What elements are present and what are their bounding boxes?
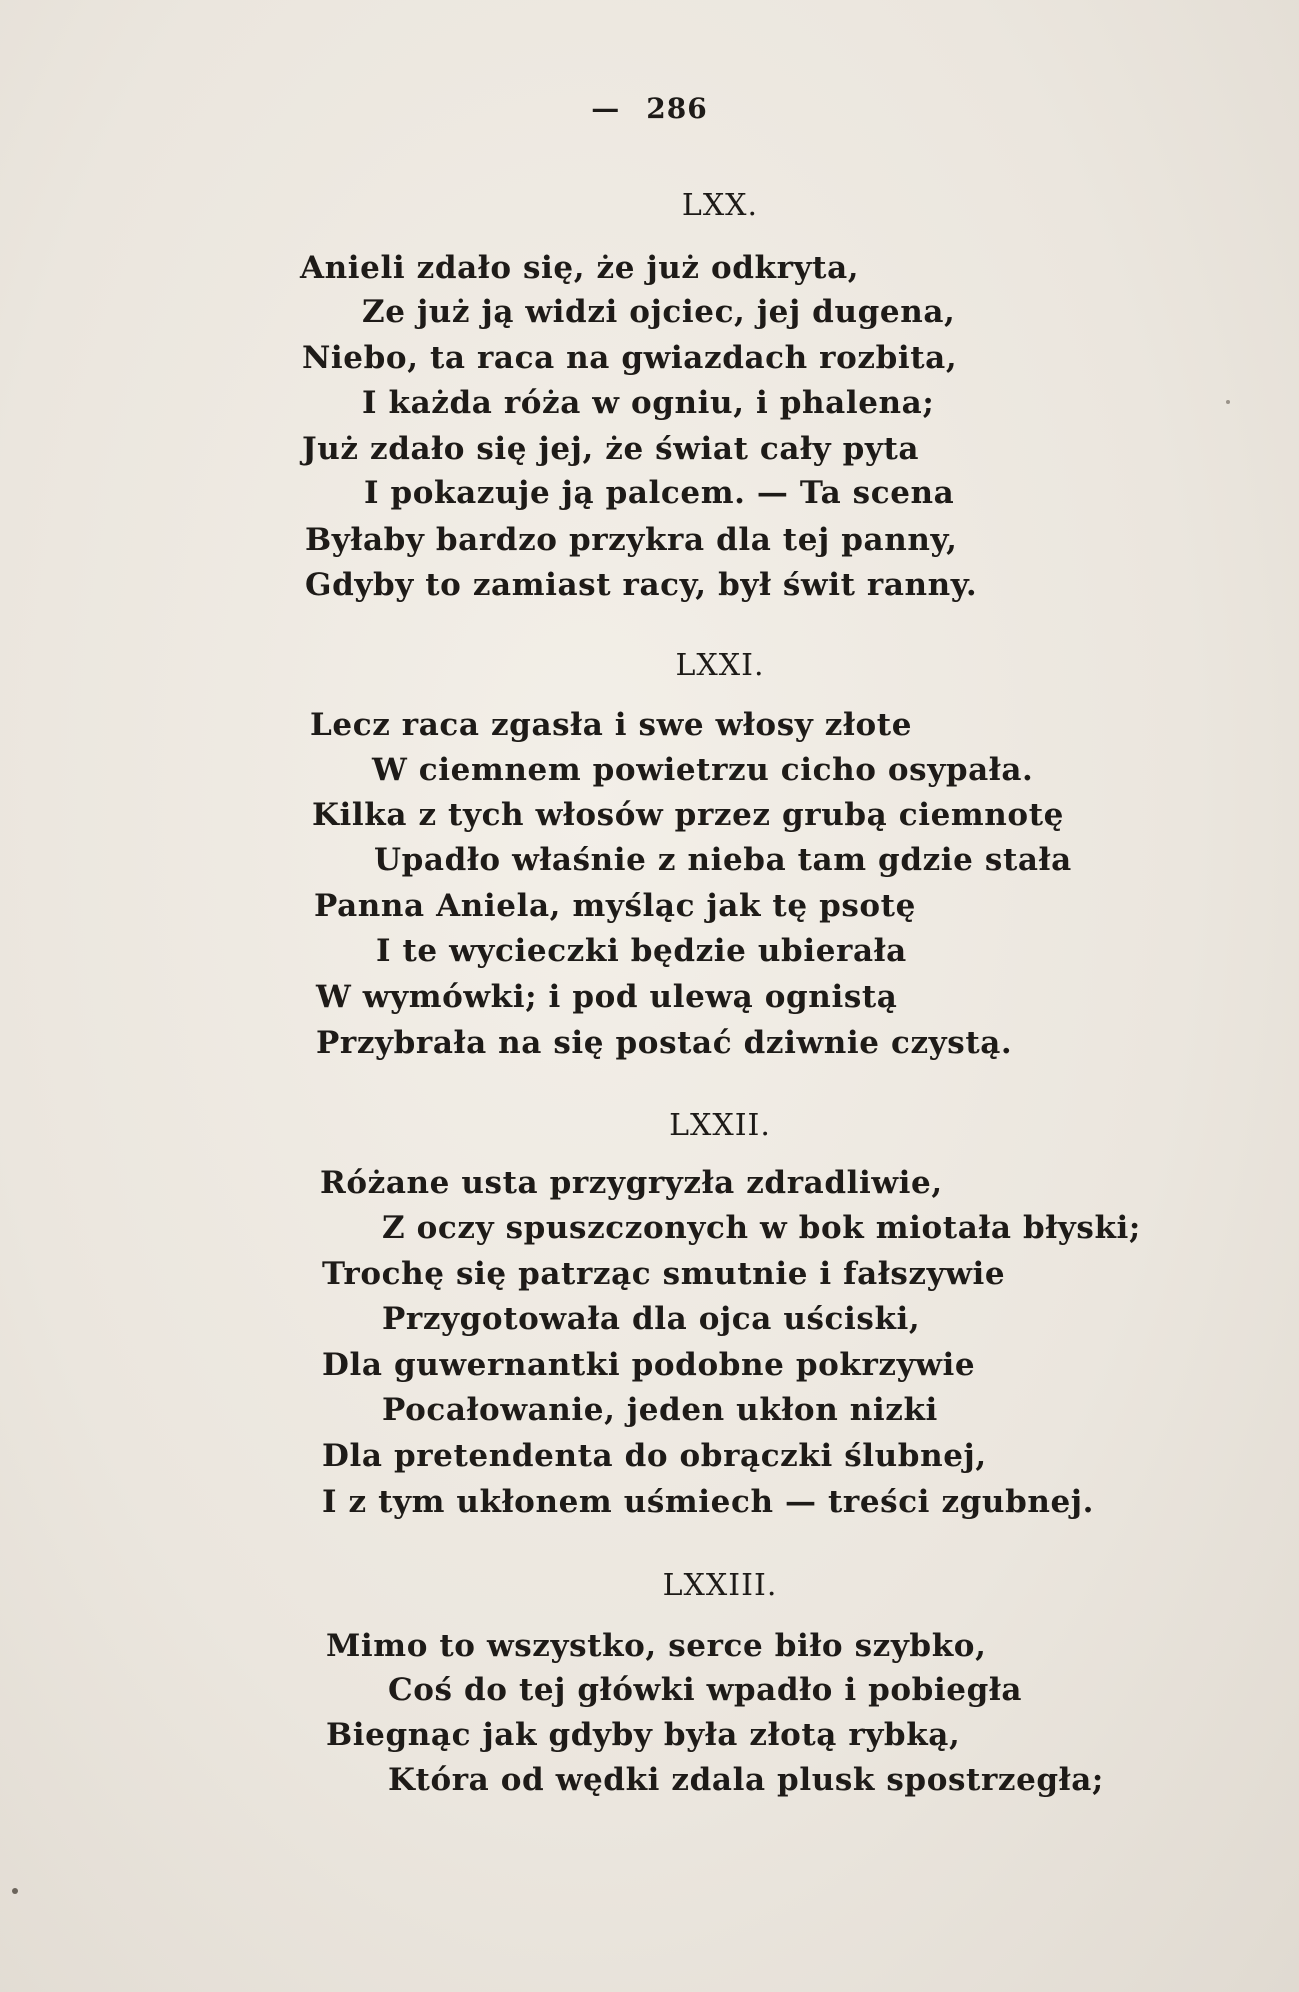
verse-line: I każda róża w ogniu, i phalena;: [362, 385, 935, 421]
verse-line: Biegnąc jak gdyby była złotą rybką,: [326, 1717, 961, 1753]
verse-line: Przygotowała dla ojca uściski,: [382, 1301, 921, 1337]
stanza-title: LXXII.: [669, 1108, 771, 1143]
verse-line: I pokazuje ją palcem. — Ta scena: [364, 475, 955, 511]
verse-line: Pocałowanie, jeden ukłon nizki: [382, 1392, 938, 1428]
paper-speck: [12, 1888, 18, 1894]
verse-line: Upadło właśnie z nieba tam gdzie stała: [374, 842, 1072, 878]
verse-line: Panna Aniela, myśląc jak tę psotę: [314, 888, 916, 924]
stanza-title: LXXIII.: [662, 1568, 778, 1603]
verse-line: Dla guwernantki podobne pokrzywie: [322, 1347, 976, 1383]
verse-line: Która od wędki zdala plusk spostrzegła;: [388, 1762, 1104, 1798]
verse-line: W wymówki; i pod ulewą ognistą: [316, 979, 898, 1015]
verse-line: Trochę się patrząc smutnie i fałszywie: [322, 1256, 1006, 1292]
verse-line: Niebo, ta raca na gwiazdach rozbita,: [302, 340, 958, 376]
stanza-title: LXXI.: [675, 648, 765, 683]
verse-line: Mimo to wszystko, serce biło szybko,: [326, 1628, 987, 1664]
verse-line: Lecz raca zgasła i swe włosy złote: [310, 707, 913, 743]
verse-line: Różane usta przygryzła zdradliwie,: [320, 1165, 943, 1201]
verse-line: Dla pretendenta do obrączki ślubnej,: [322, 1438, 987, 1474]
verse-line: Coś do tej główki wpadło i pobiegła: [388, 1672, 1023, 1708]
verse-line: Z oczy spuszczonych w bok miotała błyski;: [382, 1210, 1141, 1246]
verse-line: Przybrała na się postać dziwnie czystą.: [316, 1025, 1013, 1061]
page-number-value: 286: [646, 92, 708, 125]
verse-line: Byłaby bardzo przykra dla tej panny,: [305, 522, 958, 558]
stanza-title: LXX.: [681, 188, 759, 223]
verse-line: Gdyby to zamiast racy, był świt ranny.: [305, 567, 978, 603]
verse-line: Anieli zdało się, że już odkryta,: [300, 250, 860, 286]
verse-line: I z tym ukłonem uśmiech — treści zgubnej.: [322, 1484, 1095, 1520]
verse-line: Już zdało się jej, że świat cały pyta: [302, 431, 920, 467]
verse-line: Ze już ją widzi ojciec, jej dugena,: [362, 294, 956, 330]
verse-line: W ciemnem powietrzu cicho osypała.: [372, 752, 1034, 788]
verse-line: I te wycieczki będzie ubierała: [376, 933, 907, 969]
page-number-dash: —: [591, 92, 621, 125]
paper-speck: [1226, 400, 1230, 404]
page-number: [0, 92, 1299, 125]
verse-line: Kilka z tych włosów przez grubą ciemnotę: [312, 797, 1064, 833]
